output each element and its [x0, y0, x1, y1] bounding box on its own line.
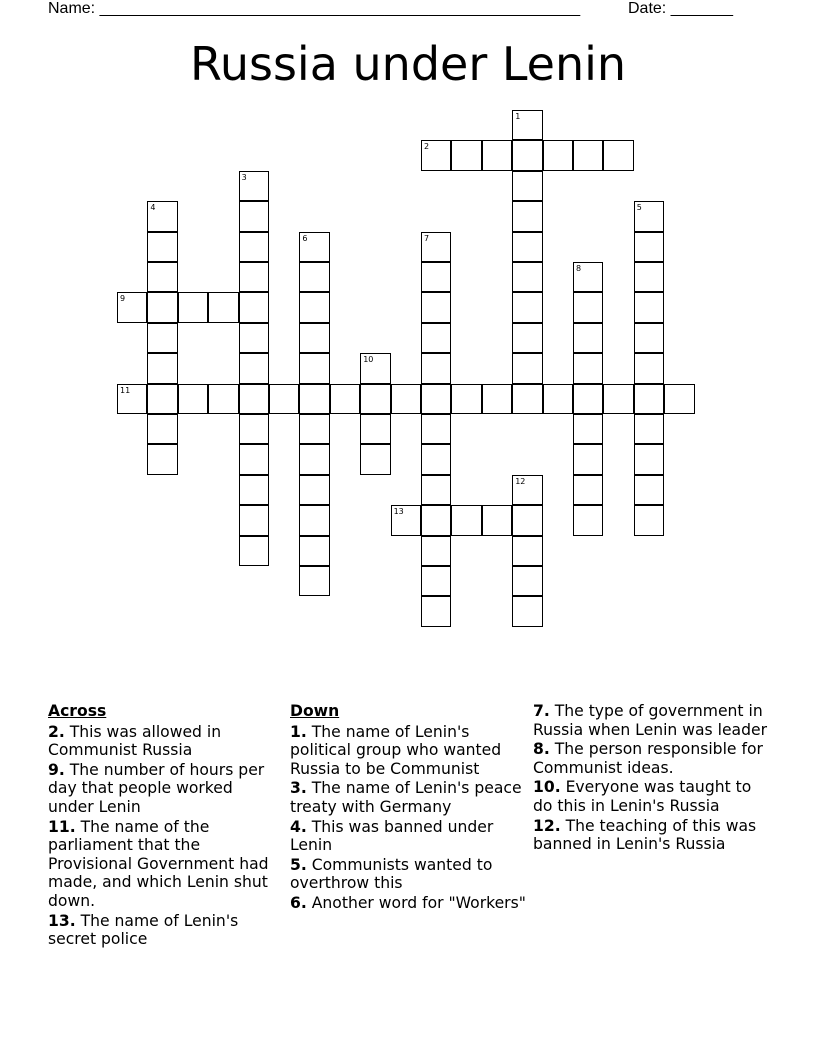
- grid-cell[interactable]: [634, 201, 664, 231]
- clue-number: 2: [424, 142, 430, 152]
- clue-item: [290, 723, 526, 779]
- clue-num: 8.: [533, 740, 550, 759]
- grid-cell[interactable]: [512, 475, 542, 505]
- page-title: Russia under Lenin: [189, 37, 627, 91]
- grid-cell[interactable]: [299, 323, 329, 353]
- grid-cell[interactable]: [664, 384, 694, 414]
- grid-cell[interactable]: [573, 444, 603, 474]
- grid-cell[interactable]: [603, 384, 633, 414]
- grid-cell[interactable]: [208, 384, 238, 414]
- grid-cell[interactable]: [239, 262, 269, 292]
- clue-item: [290, 779, 526, 816]
- grid-cell[interactable]: [208, 292, 238, 322]
- grid-cell[interactable]: [512, 323, 542, 353]
- grid-cell[interactable]: [482, 384, 512, 414]
- grid-cell[interactable]: [239, 292, 269, 322]
- grid-cell[interactable]: [147, 262, 177, 292]
- grid-cell[interactable]: [512, 384, 542, 414]
- grid-cell[interactable]: [512, 140, 542, 170]
- grid-cell[interactable]: [239, 201, 269, 231]
- clue-text: The name of Lenin's political group who wanted Russia to be Communist: [290, 722, 502, 778]
- grid-cell[interactable]: [573, 262, 603, 292]
- grid-cell[interactable]: [512, 201, 542, 231]
- name-line: Name: ______________________________________________________: [48, 0, 581, 17]
- grid-cell[interactable]: [147, 201, 177, 231]
- grid-cell[interactable]: [178, 384, 208, 414]
- clue-item: [290, 894, 526, 913]
- grid-cell[interactable]: [299, 505, 329, 535]
- grid-cell[interactable]: [451, 505, 481, 535]
- grid-cell[interactable]: [391, 505, 421, 535]
- down-clues-continued: [533, 702, 773, 855]
- grid-cell[interactable]: [512, 171, 542, 201]
- grid-cell[interactable]: [239, 414, 269, 444]
- clue-text: The person responsible for Communist ideas.: [533, 740, 763, 777]
- grid-cell[interactable]: [512, 262, 542, 292]
- grid-cell[interactable]: [573, 323, 603, 353]
- grid-cell[interactable]: [573, 414, 603, 444]
- clue-number: 10: [363, 355, 374, 365]
- grid-cell[interactable]: [421, 140, 451, 170]
- clue-number: 12: [515, 476, 526, 486]
- grid-cell[interactable]: [299, 566, 329, 596]
- grid-cell[interactable]: [391, 384, 421, 414]
- clue-number: 4: [150, 203, 156, 213]
- clue-num: 11.: [48, 817, 76, 836]
- clue-text: The teaching of this was banned in Lenin's Russia: [533, 816, 757, 854]
- grid-cell[interactable]: [482, 505, 512, 535]
- clue-text: The number of hours per day that people worked under Lenin: [48, 760, 265, 816]
- clue-num: 5.: [290, 855, 307, 874]
- clue-text: The name of Lenin's peace treaty with Germany: [290, 779, 522, 816]
- clue-item: [533, 817, 773, 854]
- grid-cell[interactable]: [147, 444, 177, 474]
- clue-item: [48, 912, 274, 949]
- grid-cell[interactable]: [634, 262, 664, 292]
- date-line: Date: _______: [628, 0, 733, 17]
- grid-cell[interactable]: [603, 140, 633, 170]
- grid-cell[interactable]: [421, 596, 451, 626]
- across-heading: Across: [48, 702, 107, 720]
- grid-cell[interactable]: [330, 384, 360, 414]
- clue-item: [533, 778, 773, 815]
- grid-cell[interactable]: [421, 475, 451, 505]
- grid-cell[interactable]: [239, 232, 269, 262]
- grid-cell[interactable]: [360, 414, 390, 444]
- clue-number: 1: [515, 112, 521, 121]
- grid-cell[interactable]: [634, 384, 664, 414]
- clue-number: 8: [576, 264, 582, 273]
- clue-text: Everyone was taught to do this in Lenin's Russia: [533, 778, 752, 815]
- grid-cell[interactable]: [147, 384, 177, 414]
- grid-cell[interactable]: [573, 353, 603, 383]
- clue-num: 13.: [48, 911, 76, 930]
- grid-cell[interactable]: [147, 323, 177, 353]
- grid-cell[interactable]: [299, 232, 329, 262]
- clue-number: 13: [393, 507, 404, 517]
- clue-number: 9: [120, 294, 126, 304]
- clue-number: 7: [424, 233, 430, 243]
- grid-cell[interactable]: [239, 505, 269, 535]
- grid-cell[interactable]: [482, 140, 512, 170]
- grid-cell[interactable]: [299, 262, 329, 292]
- grid-cell[interactable]: [147, 414, 177, 444]
- down-clues: [290, 702, 526, 914]
- grid-cell[interactable]: [421, 292, 451, 322]
- grid-cell[interactable]: [299, 536, 329, 566]
- grid-cell[interactable]: [573, 384, 603, 414]
- grid-cell[interactable]: [299, 353, 329, 383]
- grid-cell[interactable]: [147, 232, 177, 262]
- clue-text: The name of Lenin's secret police: [48, 911, 239, 949]
- grid-cell[interactable]: [147, 353, 177, 383]
- grid-cell[interactable]: [512, 353, 542, 383]
- grid-cell[interactable]: [421, 444, 451, 474]
- clue-number: 3: [241, 172, 247, 182]
- grid-cell[interactable]: [299, 384, 329, 414]
- grid-cell[interactable]: [512, 110, 542, 140]
- grid-cell[interactable]: [239, 353, 269, 383]
- clue-item: [290, 856, 526, 893]
- grid-cell[interactable]: [421, 232, 451, 262]
- clue-text: The type of government in Russia when Lenin was leader: [533, 702, 768, 739]
- clue-num: 9.: [48, 760, 65, 779]
- grid-cell[interactable]: [573, 140, 603, 170]
- grid-cell[interactable]: [421, 566, 451, 596]
- clue-item: [290, 818, 526, 855]
- clue-num: 4.: [290, 817, 307, 836]
- grid-cell[interactable]: [239, 384, 269, 414]
- clue-num: 6.: [290, 893, 307, 912]
- grid-cell[interactable]: [239, 536, 269, 566]
- grid-cell[interactable]: [421, 353, 451, 383]
- grid-cell[interactable]: [299, 292, 329, 322]
- grid-cell[interactable]: [360, 353, 390, 383]
- grid-cell[interactable]: [512, 292, 542, 322]
- clue-num: 3.: [290, 779, 307, 798]
- clue-text: This was allowed in Communist Russia: [48, 722, 222, 760]
- grid-cell[interactable]: [634, 323, 664, 353]
- grid-cell[interactable]: [573, 475, 603, 505]
- grid-cell[interactable]: [512, 536, 542, 566]
- clue-number: 5: [636, 203, 642, 213]
- grid-cell[interactable]: [421, 384, 451, 414]
- grid-cell[interactable]: [269, 384, 299, 414]
- grid-cell[interactable]: [360, 384, 390, 414]
- grid-cell[interactable]: [239, 323, 269, 353]
- clue-num: 1.: [290, 722, 307, 741]
- clue-text: The name of the parliament that the Provisional Government had made, and which Lenin shut down.: [48, 817, 269, 910]
- across-clues: [48, 702, 274, 950]
- grid-cell[interactable]: [634, 353, 664, 383]
- clue-num: 10.: [533, 778, 561, 797]
- clue-number: 11: [120, 385, 131, 395]
- clue-item: [48, 818, 274, 911]
- clue-text: Another word for "Workers": [306, 893, 526, 912]
- grid-cell[interactable]: [421, 323, 451, 353]
- grid-cell[interactable]: [543, 384, 573, 414]
- clue-text: Communists wanted to overthrow this: [290, 855, 493, 893]
- clue-item: [533, 702, 773, 739]
- grid-cell[interactable]: [634, 475, 664, 505]
- grid-cell[interactable]: [299, 414, 329, 444]
- grid-cell[interactable]: [299, 444, 329, 474]
- clue-item: [533, 740, 773, 777]
- grid-cell[interactable]: [573, 292, 603, 322]
- grid-cell[interactable]: [147, 292, 177, 322]
- clue-number: 6: [302, 233, 308, 243]
- grid-cell[interactable]: [421, 505, 451, 535]
- grid-cell[interactable]: [239, 475, 269, 505]
- grid-cell[interactable]: [634, 292, 664, 322]
- grid-cell[interactable]: [178, 292, 208, 322]
- grid-cell[interactable]: [573, 505, 603, 535]
- grid-cell[interactable]: [634, 232, 664, 262]
- clue-num: 12.: [533, 816, 561, 835]
- grid-cell[interactable]: [239, 171, 269, 201]
- grid-cell[interactable]: [421, 262, 451, 292]
- grid-cell[interactable]: [421, 414, 451, 444]
- grid-cell[interactable]: [634, 444, 664, 474]
- grid-cell[interactable]: [634, 414, 664, 444]
- clue-num: 7.: [533, 702, 550, 720]
- clue-num: 2.: [48, 722, 65, 741]
- grid-cell[interactable]: [512, 566, 542, 596]
- grid-cell[interactable]: [512, 505, 542, 535]
- down-heading: Down: [290, 702, 340, 720]
- grid-cell[interactable]: [543, 140, 573, 170]
- grid-cell[interactable]: [451, 140, 481, 170]
- grid-cell[interactable]: [239, 444, 269, 474]
- grid-cell[interactable]: [451, 384, 481, 414]
- grid-cell[interactable]: [512, 596, 542, 626]
- grid-cell[interactable]: [421, 536, 451, 566]
- grid-cell[interactable]: [634, 505, 664, 535]
- grid-cell[interactable]: [512, 232, 542, 262]
- grid-cell[interactable]: [117, 292, 147, 322]
- grid-cell[interactable]: [117, 384, 147, 414]
- grid-cell[interactable]: [360, 444, 390, 474]
- clue-item: [48, 761, 274, 817]
- clue-text: This was banned under Lenin: [290, 817, 494, 855]
- grid-cell[interactable]: [299, 475, 329, 505]
- clue-item: [48, 723, 274, 760]
